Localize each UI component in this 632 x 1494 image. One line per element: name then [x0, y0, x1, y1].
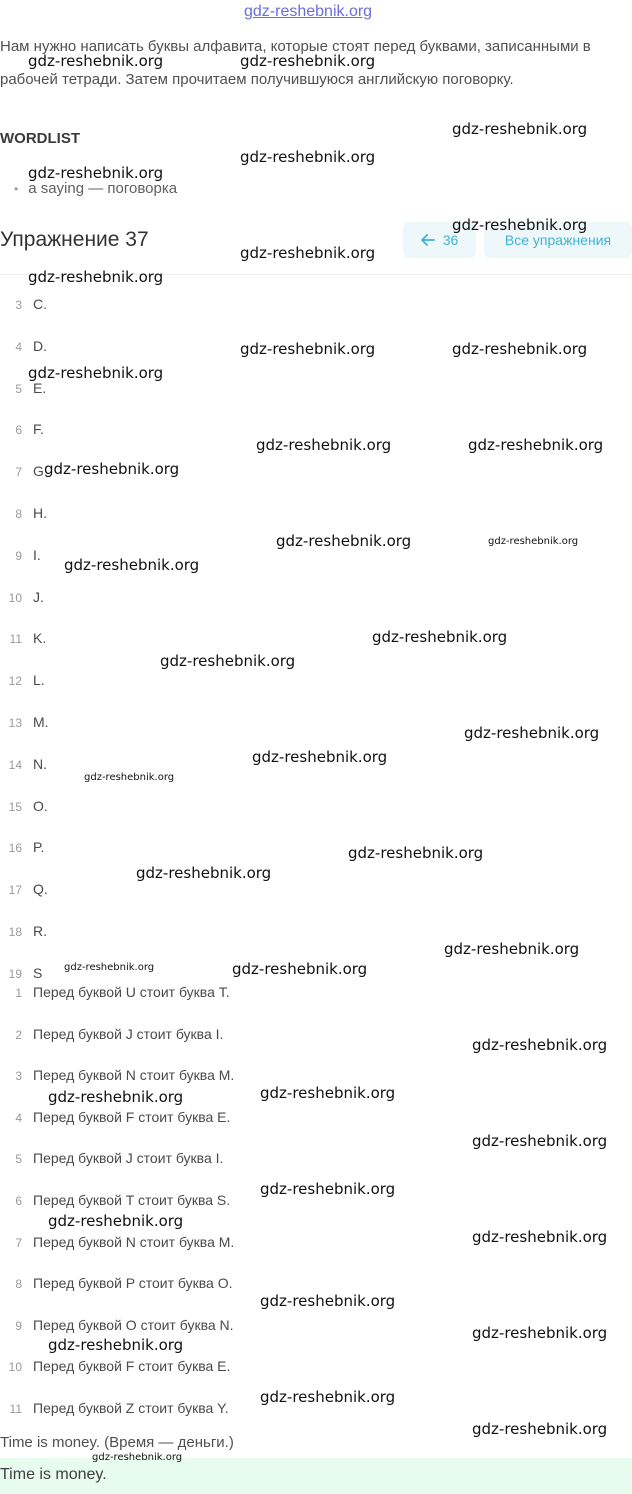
wordlist-item — [14, 180, 177, 197]
code-line — [0, 589, 632, 609]
result-text: Time is money. (Время — деньги.) — [0, 1434, 234, 1451]
watermark-text: gdz-reshebnik.org — [260, 1388, 396, 1406]
line-number: 7 — [15, 465, 22, 480]
exercise-title: Упражнение 37 — [0, 228, 149, 251]
watermark-text: gdz-reshebnik.org — [260, 1292, 396, 1310]
line-number: 3 — [15, 298, 22, 312]
code-line — [0, 881, 632, 901]
line-number: 8 — [15, 1277, 22, 1292]
line-number: 2 — [15, 1027, 22, 1042]
line-number: 15 — [8, 799, 22, 814]
line-text: Перед буквой N стоит буква M. — [33, 1233, 235, 1250]
line-text: P. — [33, 839, 45, 856]
watermark-text: gdz-reshebnik.org — [464, 724, 600, 742]
watermark-text: gdz-reshebnik.org — [252, 748, 388, 766]
watermark-text: gdz-reshebnik.org — [260, 1180, 396, 1198]
line-text: L. — [33, 672, 45, 689]
line-number: 1 — [15, 986, 22, 1000]
line-text: Перед буквой J стоит буква I. — [33, 1150, 224, 1167]
watermark-text: gdz-reshebnik.org — [444, 940, 580, 958]
line-text: Перед буквой Z стоит буква Y. — [33, 1400, 229, 1416]
line-text: F. — [33, 421, 44, 438]
prev-exercise-label: 36 — [442, 232, 459, 248]
answer-text: Time is money. — [0, 1466, 107, 1483]
site-link[interactable]: gdz-reshebnik.org — [244, 3, 373, 20]
line-text: G. — [33, 463, 48, 480]
watermark-text: gdz-reshebnik.org — [468, 436, 604, 454]
watermark-text: gdz-reshebnik.org — [240, 244, 376, 262]
line-text: D. — [33, 337, 47, 354]
watermark-text: gdz-reshebnik.org — [452, 216, 588, 234]
line-number: 6 — [15, 1194, 22, 1208]
all-exercises-button[interactable]: Все упражнения — [484, 222, 632, 258]
watermark-text: gdz-reshebnik.org — [452, 340, 588, 358]
bullet-icon: • — [14, 182, 19, 196]
line-number: 5 — [15, 381, 22, 396]
line-text: Перед буквой U стоит буква T. — [33, 984, 230, 1000]
line-number: 6 — [15, 423, 22, 438]
intro-text: Нам нужно написать буквы алфавита, которые стоят перед буквами, записанными в рабочей тетради. Затем прочитаем получившуюся английскую поговорку. — [0, 38, 591, 88]
watermark-text: gdz-reshebnik.org — [472, 1036, 608, 1054]
line-text: K. — [33, 630, 47, 647]
watermark-text: gdz-reshebnik.org — [44, 460, 180, 478]
line-text: Перед буквой F стоит буква E. — [33, 1108, 231, 1125]
line-text: Перед буквой P стоит буква O. — [33, 1275, 233, 1292]
watermark-text: gdz-reshebnik.org — [28, 268, 164, 286]
line-text: O. — [33, 797, 48, 814]
line-text: C. — [33, 296, 47, 312]
watermark-text: gdz-reshebnik.org — [472, 1132, 608, 1150]
line-number: 9 — [15, 1318, 22, 1333]
line-number: 11 — [9, 1402, 22, 1416]
watermark-text: gdz-reshebnik.org — [136, 864, 272, 882]
code-line — [0, 296, 632, 316]
watermark-text: gdz-reshebnik.org — [472, 1228, 608, 1246]
watermark-text: gdz-reshebnik.org — [488, 536, 579, 547]
line-text: H. — [33, 505, 47, 521]
line-number: 10 — [8, 1360, 22, 1375]
line-number: 11 — [9, 632, 22, 647]
watermark-text: gdz-reshebnik.org — [240, 148, 376, 166]
code-line — [0, 1358, 632, 1378]
line-number: 5 — [15, 1152, 22, 1167]
line-number: 17 — [8, 883, 22, 898]
watermark-text: gdz-reshebnik.org — [472, 1420, 608, 1438]
code-line — [0, 505, 632, 525]
code-line — [0, 630, 632, 650]
line-text: S — [33, 964, 43, 978]
watermark-text: gdz-reshebnik.org — [232, 960, 368, 978]
wordlist-item-text: a saying — поговорка — [28, 180, 178, 197]
line-number: 14 — [8, 757, 22, 772]
wordlist-title: WORDLIST — [0, 130, 80, 147]
watermark-text: gdz-reshebnik.org — [372, 628, 508, 646]
line-text: E. — [33, 379, 47, 396]
line-text: Перед буквой J стоит буква I. — [33, 1025, 224, 1042]
line-text: J. — [33, 588, 44, 605]
watermark-text: gdz-reshebnik.org — [48, 1336, 184, 1354]
letters-block[interactable] — [0, 296, 632, 978]
line-text: I. — [33, 546, 41, 563]
line-text: Перед буквой N стоит буква M. — [33, 1067, 235, 1084]
line-number: 7 — [15, 1235, 22, 1250]
watermark-text: gdz-reshebnik.org — [472, 1324, 608, 1342]
line-number: 9 — [15, 548, 22, 563]
watermark-text: gdz-reshebnik.org — [260, 1084, 396, 1102]
watermark-text: gdz-reshebnik.org — [28, 164, 164, 182]
watermark-text: gdz-reshebnik.org — [64, 962, 155, 973]
arrow-left-icon — [421, 234, 435, 246]
line-number: 13 — [8, 716, 22, 730]
code-line — [0, 1150, 632, 1170]
watermark-text: gdz-reshebnik.org — [240, 52, 376, 70]
watermark-text: gdz-reshebnik.org — [92, 1452, 183, 1463]
watermark-text: gdz-reshebnik.org — [84, 772, 175, 783]
code-line — [0, 1109, 632, 1129]
watermark-text: gdz-reshebnik.org — [160, 652, 296, 670]
line-text: Перед буквой O стоит буква N. — [33, 1316, 234, 1333]
line-number: 10 — [8, 590, 22, 605]
line-number: 12 — [8, 674, 22, 689]
watermark-text: gdz-reshebnik.org — [28, 364, 164, 382]
line-text: Перед буквой F стоит буква E. — [33, 1358, 231, 1375]
line-text: Q. — [33, 881, 48, 898]
line-number: 8 — [15, 507, 22, 521]
watermark-text: gdz-reshebnik.org — [48, 1088, 184, 1106]
line-number: 4 — [15, 339, 22, 354]
watermark-text: gdz-reshebnik.org — [48, 1212, 184, 1230]
code-line — [0, 984, 632, 1004]
watermark-text: gdz-reshebnik.org — [276, 532, 412, 550]
watermark-text: gdz-reshebnik.org — [256, 436, 392, 454]
code-line — [0, 798, 632, 818]
line-text: Перед буквой T стоит буква S. — [33, 1192, 231, 1208]
watermark-text: gdz-reshebnik.org — [28, 52, 164, 70]
watermark-text: gdz-reshebnik.org — [452, 120, 588, 138]
line-number: 4 — [15, 1110, 22, 1125]
line-number: 16 — [8, 841, 22, 856]
line-number: 18 — [8, 925, 22, 939]
line-text: R. — [33, 923, 47, 939]
code-line — [0, 839, 632, 859]
line-number: 3 — [15, 1069, 22, 1084]
code-line — [0, 672, 632, 692]
watermark-text: gdz-reshebnik.org — [348, 844, 484, 862]
answer-box — [0, 1458, 632, 1494]
watermark-text: gdz-reshebnik.org — [240, 340, 376, 358]
line-text: M. — [33, 714, 49, 730]
line-text: N. — [33, 755, 47, 772]
watermark-text: gdz-reshebnik.org — [64, 556, 200, 574]
line-number: 19 — [8, 966, 22, 978]
code-line — [0, 380, 632, 400]
